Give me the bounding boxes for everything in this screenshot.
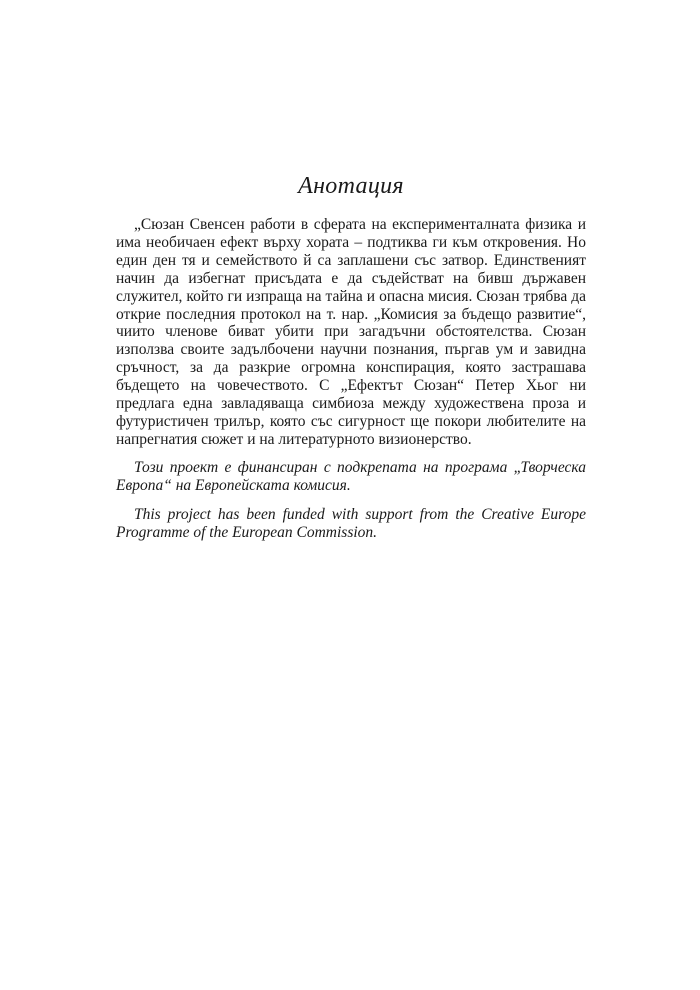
spacer (116, 495, 586, 506)
annotation-section (116, 170, 586, 541)
spacer (116, 449, 586, 459)
annotation-paragraph: „Сюзан Свенсен работи в сферата на експерименталната физика и има необичаен ефект върху хората – подтиква ги към откровения. Но един ден тя и семейството й са заплашени със затвор. Единственият начин да избегнат присъдата е да съдействат на бивш държавен служител, който ги изпраща на тайна и опасна мисия. Сюзан трябва да открие последния протокол на т. нар. „Комисия за бъдещо развитие“, чиито членове биват убити при загадъчни обстоятелства. Сюзан използва своите задълбочени научни познания, пъргав ум и завидна сръчност, за да разкрие огромна конспирация, която застрашава бъдещето на човечеството. С „Ефектът Сюзан“ Петер Хьог ни предлага една завладяваща симбиоза между художествена проза и футуристичен трилър, която със сигурност ще покори любителите на напрегнатия сюжет и на литературното визионерство. (116, 216, 586, 448)
funding-note-english: This project has been funded with support from the Creative Europe Programme of the European Commission. (116, 505, 586, 541)
page-title: Анотация (298, 173, 404, 199)
funding-note-bulgarian: Този проект е финансиран с подкрепата на програма „Творческа Европа“ на Европейската комисия. (116, 458, 586, 494)
